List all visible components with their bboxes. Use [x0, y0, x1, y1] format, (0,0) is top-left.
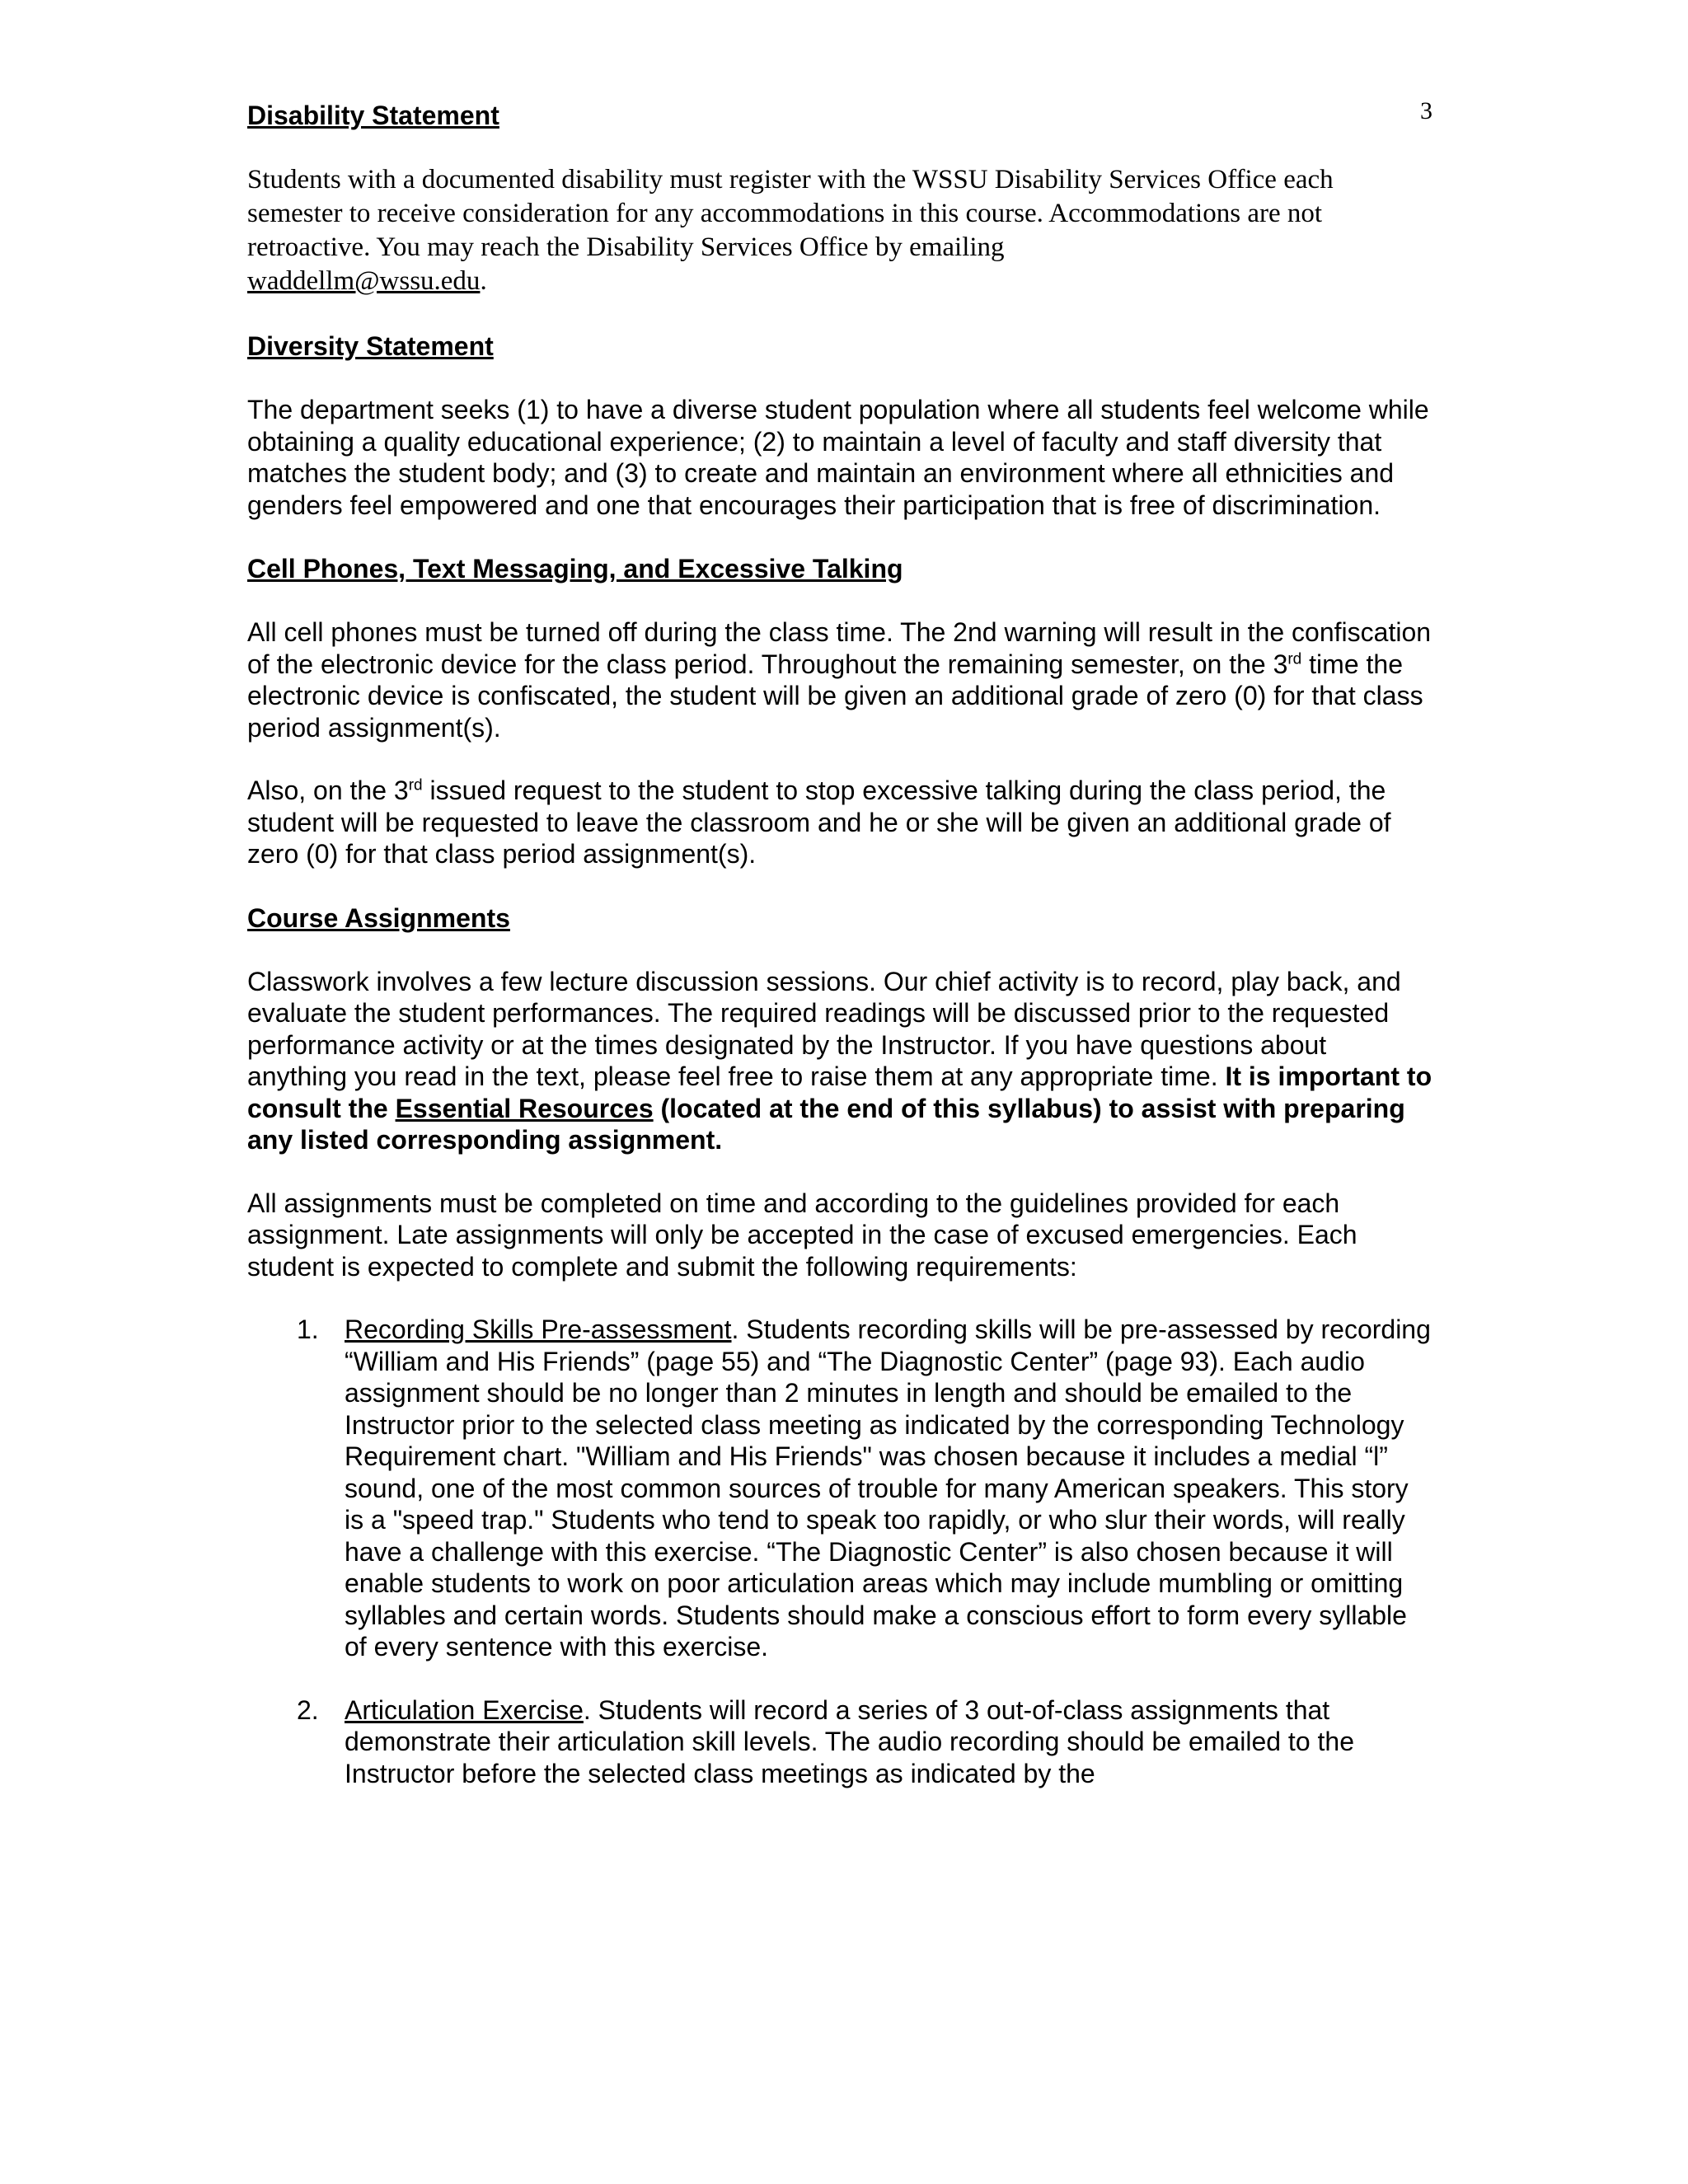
disability-email-link[interactable]: waddellm@wssu.edu	[247, 266, 481, 296]
assignments-list	[247, 1314, 1432, 1789]
assignments-paragraph-2: All assignments must be completed on time and according to the guidelines provided for each assignment. Late assignments will only be accepted in the case of excused emergencies. Each student is expected to complete and submit the following requirements:	[247, 1188, 1357, 1282]
list-item: 1. Recording Skills Pre-assessment. Students recording skills will be pre-assessed by recording “William and His Friends” (page 55) and “The Diagnostic Center” (page 93). Each audio assignment should be no longer than 2 minutes in length and should be emailed to the Instructor prior to the selected class meeting as indicated by the corresponding Technology Requirement chart. "William and His Friends" was chosen because it includes a medial “l” sound, one of the most common sources of trouble for many American speakers. This story is a "speed trap." Students who tend to speak too rapidly, or who slur their words, will really have a challenge with this exercise. “The Diagnostic Center” is also chosen because it will enable students to work on poor articulation areas which may include mumbling or omitting syllables and certain words. Students should make a conscious effort to form every syllable of every sentence with this exercise.	[297, 1315, 1431, 1661]
cell-phones-section	[247, 552, 1432, 870]
disability-section	[247, 99, 1432, 298]
diversity-heading: Diversity Statement	[247, 331, 494, 361]
list-item-title: Recording Skills Pre-assessment	[345, 1315, 732, 1344]
cell-phones-paragraph-1: All cell phones must be turned off during the class time. The 2nd warning will result in the confiscation of the electronic device for the class period. Throughout the remaining semester, on the 3rd time the electronic device is confiscated, the student will be given an additional grade of zero (0) for that class period assignment(s).	[247, 617, 1432, 743]
essential-resources-link[interactable]: Essential Resources	[395, 1093, 654, 1123]
cell-phones-heading: Cell Phones, Text Messaging, and Excessive Talking	[247, 554, 903, 583]
list-item: 2. Articulation Exercise. Students will record a series of 3 out-of-class assignments that demonstrate their articulation skill levels. The audio recording should be emailed to the Instructor before the selected class meetings as indicated by the	[297, 1694, 1354, 1788]
diversity-text: The department seeks (1) to have a diverse student population where all students feel welcome while obtaining a quality educational experience; (2) to maintain a level of faculty and staff diversity that matches the student body; and (3) to create and maintain an environment where all ethnicities and genders feel empowered and one that encourages their participation that is free of discrimination.	[247, 395, 1429, 520]
diversity-section	[247, 330, 1432, 521]
cell-phones-paragraph-2: Also, on the 3rd issued request to the student to stop excessive talking during the class period, the student will be requested to leave the classroom and he or she will be given an additional grade of zero (0) for that class period assignment(s).	[247, 776, 1391, 869]
disability-heading: Disability Statement	[247, 101, 499, 130]
list-item-title: Articulation Exercise	[345, 1694, 584, 1725]
page-number: 3	[1420, 97, 1432, 124]
assignments-heading: Course Assignments	[247, 902, 510, 933]
assignments-paragraph-1: Classwork involves a few lecture discussion sessions. Our chief activity is to record, play back, and evaluate the student performances. The required readings will be discussed prior to the requested performance activity or at the times designated by the Instructor. If you have questions about anything you read in the text, please feel free to raise them at any appropriate time. It is important to consult the Essential Resources (located at the end of this syllabus) to assist with preparing any listed corresponding assignment.	[247, 966, 1432, 1155]
assignments-section	[247, 902, 1432, 1790]
disability-text: Students with a documented disability must register with the WSSU Disability Services Office each semester to receive consideration for any accommodations in this course. Accommodations are not retroactive. You may reach the Disability Services Office by emailing waddellm@wssu.edu.	[247, 165, 1334, 296]
